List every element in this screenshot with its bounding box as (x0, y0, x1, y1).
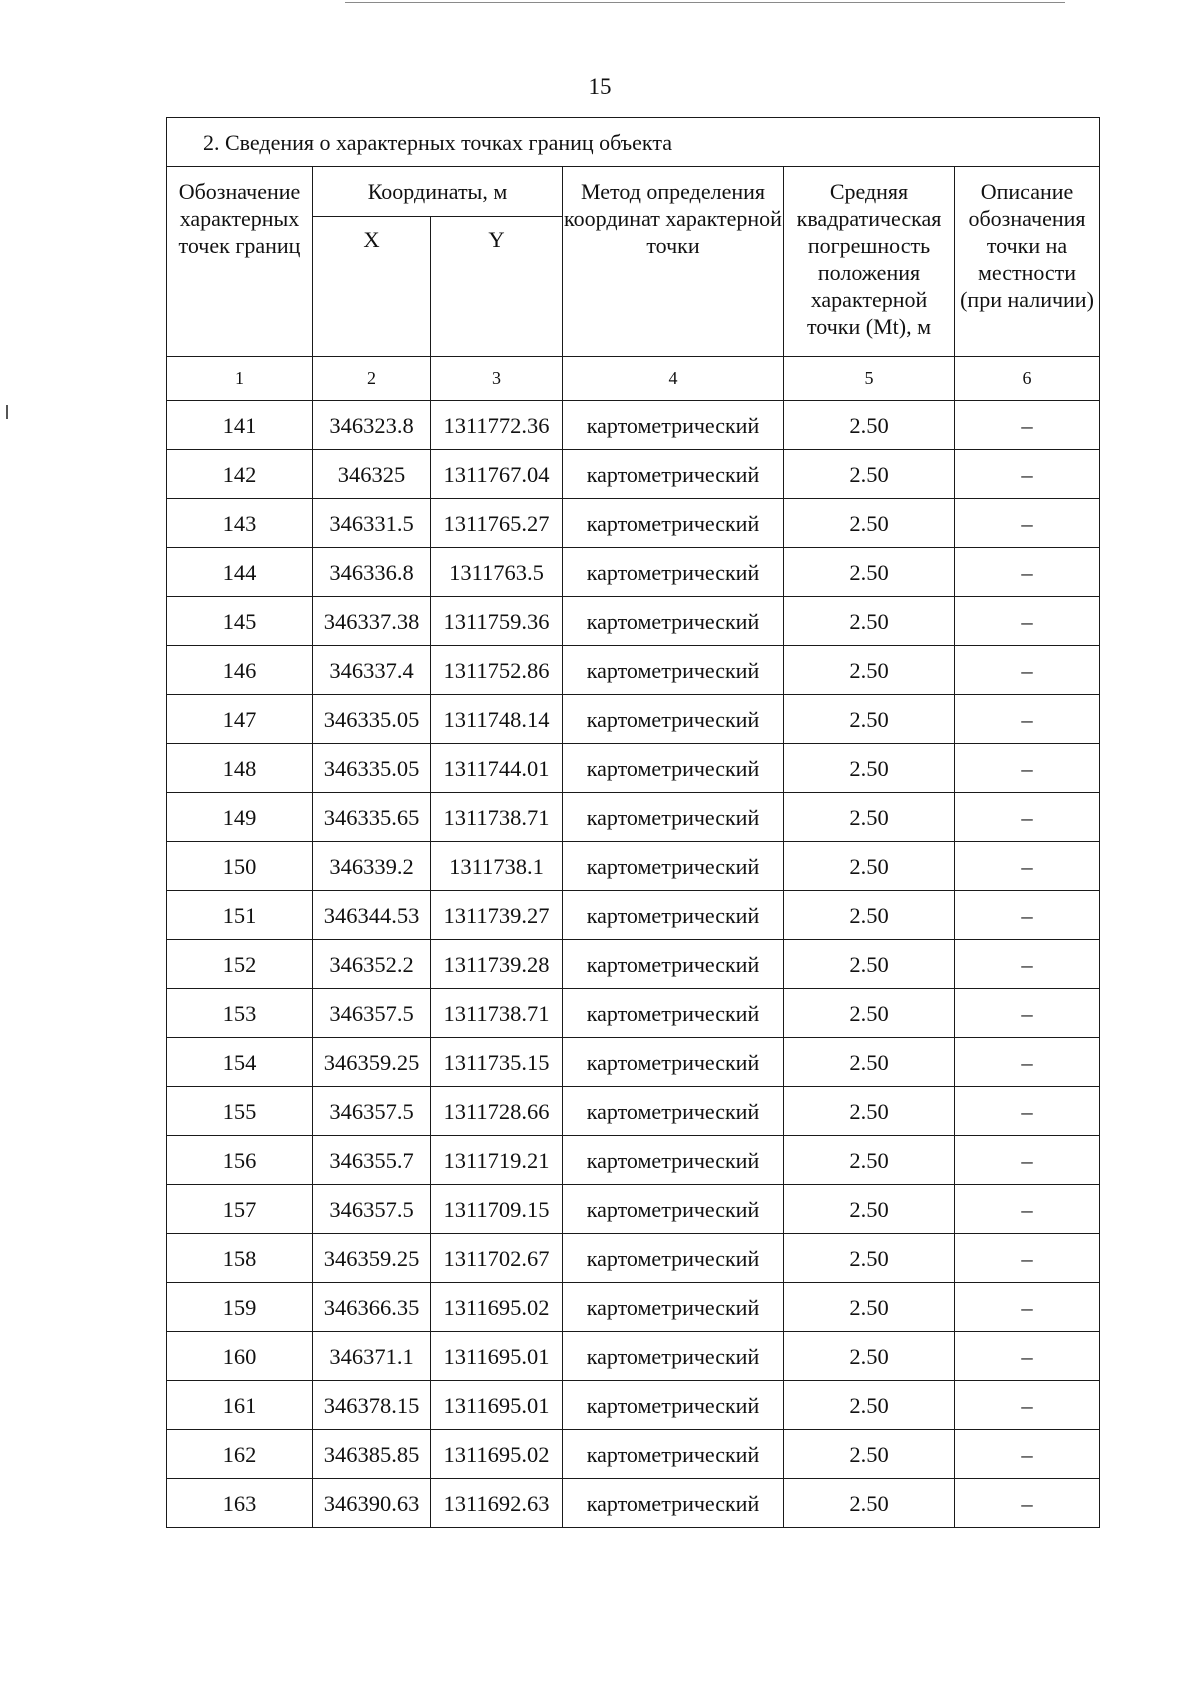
cell-description: – (955, 1087, 1100, 1136)
cell-x: 346337.38 (313, 597, 431, 646)
cell-x: 346335.05 (313, 744, 431, 793)
cell-point: 159 (167, 1283, 313, 1332)
table-title-row (167, 118, 1100, 167)
cell-method: картометрический (563, 940, 784, 989)
table-row (167, 989, 1100, 1038)
table-row (167, 744, 1100, 793)
cell-method: картометрический (563, 1381, 784, 1430)
cell-point: 147 (167, 695, 313, 744)
table-row (167, 401, 1100, 450)
cell-y: 1311772.36 (431, 401, 563, 450)
cell-point: 160 (167, 1332, 313, 1381)
cell-error: 2.50 (784, 1332, 955, 1381)
cell-point: 148 (167, 744, 313, 793)
cell-error: 2.50 (784, 1234, 955, 1283)
cell-description: – (955, 1185, 1100, 1234)
table-row (167, 1430, 1100, 1479)
table-row (167, 1332, 1100, 1381)
header-coordinates: Координаты, м (313, 167, 563, 217)
cell-x: 346385.85 (313, 1430, 431, 1479)
cell-error: 2.50 (784, 450, 955, 499)
cell-description: – (955, 891, 1100, 940)
cell-method: картометрический (563, 499, 784, 548)
table-row (167, 1234, 1100, 1283)
cell-description: – (955, 1136, 1100, 1185)
cell-x: 346335.05 (313, 695, 431, 744)
cell-error: 2.50 (784, 548, 955, 597)
cell-y: 1311695.01 (431, 1332, 563, 1381)
boundary-points-table (166, 117, 1100, 1528)
column-number: 3 (431, 357, 563, 401)
cell-error: 2.50 (784, 1136, 955, 1185)
cell-description: – (955, 597, 1100, 646)
header-y: Y (431, 217, 563, 357)
cell-description: – (955, 793, 1100, 842)
cell-point: 151 (167, 891, 313, 940)
cell-y: 1311744.01 (431, 744, 563, 793)
table-row (167, 940, 1100, 989)
cell-x: 346336.8 (313, 548, 431, 597)
cell-point: 162 (167, 1430, 313, 1479)
cell-method: картометрический (563, 1283, 784, 1332)
column-number: 4 (563, 357, 784, 401)
cell-description: – (955, 401, 1100, 450)
header-point: Обозначение характерных точек границ (167, 167, 313, 357)
column-number-row (167, 357, 1100, 401)
table-title: 2. Сведения о характерных точках границ объекта (167, 118, 1100, 167)
scan-artifact-top-line (345, 2, 1065, 3)
cell-y: 1311759.36 (431, 597, 563, 646)
page-number: 15 (588, 74, 612, 99)
table-row (167, 597, 1100, 646)
cell-error: 2.50 (784, 1381, 955, 1430)
cell-x: 346335.65 (313, 793, 431, 842)
cell-point: 150 (167, 842, 313, 891)
cell-description: – (955, 1283, 1100, 1332)
cell-x: 346357.5 (313, 989, 431, 1038)
cell-method: картометрический (563, 450, 784, 499)
cell-point: 145 (167, 597, 313, 646)
column-number: 1 (167, 357, 313, 401)
cell-y: 1311739.27 (431, 891, 563, 940)
cell-description: – (955, 1234, 1100, 1283)
cell-description: – (955, 744, 1100, 793)
table-row (167, 1283, 1100, 1332)
cell-error: 2.50 (784, 646, 955, 695)
cell-x: 346339.2 (313, 842, 431, 891)
cell-method: картометрический (563, 1479, 784, 1528)
cell-x: 346344.53 (313, 891, 431, 940)
cell-x: 346355.7 (313, 1136, 431, 1185)
cell-method: картометрический (563, 1234, 784, 1283)
cell-x: 346357.5 (313, 1087, 431, 1136)
cell-method: картометрический (563, 989, 784, 1038)
cell-x: 346325 (313, 450, 431, 499)
cell-error: 2.50 (784, 744, 955, 793)
cell-error: 2.50 (784, 1430, 955, 1479)
cell-y: 1311752.86 (431, 646, 563, 695)
cell-y: 1311695.02 (431, 1283, 563, 1332)
cell-method: картометрический (563, 793, 784, 842)
cell-x: 346371.1 (313, 1332, 431, 1381)
cell-error: 2.50 (784, 1038, 955, 1087)
cell-point: 156 (167, 1136, 313, 1185)
table-row (167, 1185, 1100, 1234)
cell-method: картометрический (563, 1038, 784, 1087)
cell-method: картометрический (563, 842, 784, 891)
cell-y: 1311692.63 (431, 1479, 563, 1528)
cell-description: – (955, 1430, 1100, 1479)
cell-x: 346378.15 (313, 1381, 431, 1430)
header-x: X (313, 217, 431, 357)
cell-point: 149 (167, 793, 313, 842)
cell-method: картометрический (563, 891, 784, 940)
cell-x: 346359.25 (313, 1038, 431, 1087)
cell-y: 1311695.01 (431, 1381, 563, 1430)
cell-method: картометрический (563, 646, 784, 695)
table-row (167, 891, 1100, 940)
cell-x: 346331.5 (313, 499, 431, 548)
cell-x: 346359.25 (313, 1234, 431, 1283)
cell-y: 1311739.28 (431, 940, 563, 989)
cell-method: картометрический (563, 597, 784, 646)
cell-y: 1311719.21 (431, 1136, 563, 1185)
table-row (167, 1038, 1100, 1087)
cell-y: 1311738.1 (431, 842, 563, 891)
cell-description: – (955, 499, 1100, 548)
cell-y: 1311765.27 (431, 499, 563, 548)
cell-error: 2.50 (784, 940, 955, 989)
cell-method: картометрический (563, 1332, 784, 1381)
table-row (167, 842, 1100, 891)
cell-y: 1311738.71 (431, 989, 563, 1038)
cell-y: 1311738.71 (431, 793, 563, 842)
cell-description: – (955, 548, 1100, 597)
column-number: 6 (955, 357, 1100, 401)
table-row (167, 1136, 1100, 1185)
table-row (167, 646, 1100, 695)
cell-error: 2.50 (784, 1283, 955, 1332)
cell-error: 2.50 (784, 842, 955, 891)
cell-method: картометрический (563, 401, 784, 450)
cell-y: 1311728.66 (431, 1087, 563, 1136)
cell-error: 2.50 (784, 597, 955, 646)
cell-description: – (955, 1332, 1100, 1381)
table-row (167, 1087, 1100, 1136)
column-number: 2 (313, 357, 431, 401)
cell-method: картометрический (563, 548, 784, 597)
cell-description: – (955, 695, 1100, 744)
cell-point: 158 (167, 1234, 313, 1283)
cell-y: 1311702.67 (431, 1234, 563, 1283)
cell-point: 143 (167, 499, 313, 548)
cell-error: 2.50 (784, 499, 955, 548)
table-row (167, 1381, 1100, 1430)
table-row (167, 548, 1100, 597)
cell-method: картометрический (563, 744, 784, 793)
header-error: Средняя квадратическая погрешность положения характерной точки (Mt), м (784, 167, 955, 357)
cell-y: 1311748.14 (431, 695, 563, 744)
cell-y: 1311763.5 (431, 548, 563, 597)
cell-method: картометрический (563, 1087, 784, 1136)
cell-x: 346337.4 (313, 646, 431, 695)
cell-point: 154 (167, 1038, 313, 1087)
cell-point: 142 (167, 450, 313, 499)
table-row (167, 793, 1100, 842)
cell-point: 153 (167, 989, 313, 1038)
cell-description: – (955, 940, 1100, 989)
cell-x: 346357.5 (313, 1185, 431, 1234)
table-row (167, 1479, 1100, 1528)
cell-y: 1311735.15 (431, 1038, 563, 1087)
cell-y: 1311695.02 (431, 1430, 563, 1479)
cell-error: 2.50 (784, 1479, 955, 1528)
header-description: Описание обозначения точки на местности (при наличии) (955, 167, 1100, 357)
cell-y: 1311767.04 (431, 450, 563, 499)
cell-error: 2.50 (784, 891, 955, 940)
cell-error: 2.50 (784, 793, 955, 842)
cell-point: 157 (167, 1185, 313, 1234)
scan-artifact-left-mark (6, 405, 8, 419)
cell-point: 141 (167, 401, 313, 450)
cell-method: картометрический (563, 1136, 784, 1185)
column-number: 5 (784, 357, 955, 401)
cell-error: 2.50 (784, 1185, 955, 1234)
cell-x: 346323.8 (313, 401, 431, 450)
cell-description: – (955, 1479, 1100, 1528)
cell-y: 1311709.15 (431, 1185, 563, 1234)
cell-point: 144 (167, 548, 313, 597)
cell-x: 346352.2 (313, 940, 431, 989)
cell-method: картометрический (563, 1185, 784, 1234)
cell-error: 2.50 (784, 695, 955, 744)
table-row (167, 695, 1100, 744)
cell-point: 155 (167, 1087, 313, 1136)
cell-error: 2.50 (784, 1087, 955, 1136)
cell-x: 346390.63 (313, 1479, 431, 1528)
header-row-main (167, 167, 1100, 217)
cell-point: 152 (167, 940, 313, 989)
cell-method: картометрический (563, 1430, 784, 1479)
cell-point: 146 (167, 646, 313, 695)
table-row (167, 499, 1100, 548)
cell-description: – (955, 989, 1100, 1038)
cell-description: – (955, 646, 1100, 695)
cell-point: 161 (167, 1381, 313, 1430)
cell-error: 2.50 (784, 989, 955, 1038)
cell-point: 163 (167, 1479, 313, 1528)
cell-x: 346366.35 (313, 1283, 431, 1332)
cell-description: – (955, 1038, 1100, 1087)
cell-description: – (955, 450, 1100, 499)
cell-description: – (955, 1381, 1100, 1430)
cell-error: 2.50 (784, 401, 955, 450)
table-row (167, 450, 1100, 499)
cell-description: – (955, 842, 1100, 891)
header-method: Метод определения координат характерной точки (563, 167, 784, 357)
cell-method: картометрический (563, 695, 784, 744)
